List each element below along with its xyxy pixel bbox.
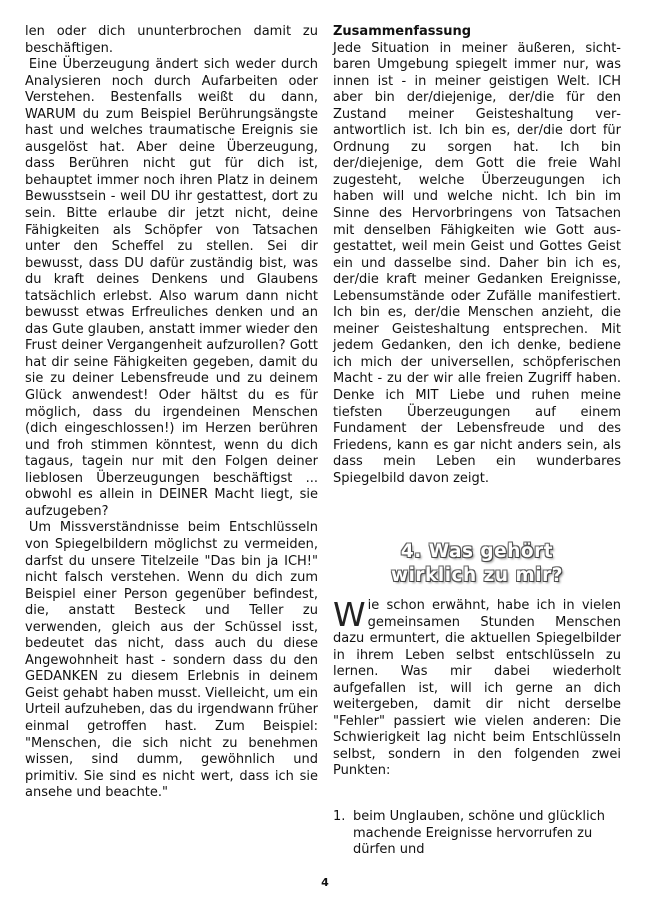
list-item-number: 1. bbox=[333, 809, 346, 824]
summary-label: Zusammenfassung bbox=[333, 24, 472, 39]
paragraph-continuation: len oder dich ununterbrochen damit zu beschäftigen. bbox=[25, 24, 318, 56]
section-intro-text: ie schon erwähnt, habe ich in vielen gemeinsamen Stunden Menschen dazu ermuntert, die aktuellen Spiegelbilder in ihrem Leben selbst entschlüsseln zu lernen. Was mir dabei wiederholt aufgefallen ist, will ich gerne an dich weitergeben, damit dir nicht derselbe "Fehler" passiert wie vielen anderen: Die Schwierigkeit lag nicht beim Entschlüsseln selbst, sondern in den folgenden zwei Punkten: bbox=[333, 598, 621, 779]
section-heading-line2: wirklich zu mir? bbox=[391, 565, 563, 586]
list-item bbox=[333, 809, 621, 859]
paragraph-belief: Eine Überzeugung ändert sich weder durch Analysieren noch durch Aufarbeiten oder Verstehen. Bestenfalls weißt du dann, WARUM du zum Beispiel Berührungsängste hast und welches traumatische Ereignis sie ausgelöst hat. Aber deine Überzeugung, dass Berühren nicht gut für dich ist, behauptet immer noch ihren Platz in deinem Bewusstsein - weil DU ihr gestattest, dort zu sein. Bitte erlaube dir jetzt nicht, deine Fähigkeiten als Schöpfer von Tatsachen unter den Scheffel zu stellen. Sei dir bewusst, dass DU dafür zuständig bist, was du kraft deines Denkens und Glaubens tatsächlich erlebst. Also warum dann nicht bewusst etwas Erfreuliches denken und an das Gute glauben, anstatt immer wieder den Frust deiner Vergangenheit aufzurollen? Gott hat dir seine Fähigkeiten gegeben, damit du sie zu deiner Lebensfreude und zu deinem Glück anwendest! Oder hältst du es für möglich, dass du irgendeinen Menschen (dich eingeschlossen!) im Herzen berühren und froh stimmen könntest, wenn du dich tagaus, tagein nur mit den Folgen deiner lieblosen Überzeugungen beschäftigst ... obwohl es allein in DEINER Macht liegt, sie aufzugeben? bbox=[25, 57, 318, 519]
summary-text: Jede Situation in meiner äußeren, sichtbaren Umgebung spiegelt immer nur, was innen ist - in meiner geistigen Welt. ICH aber bin der/diejenige, der/die für den Zustand meiner Geisteshaltung verantwortlich ist. Ich bin es, der/die dort für Ordnung zu sorgen hat. Ich bin der/diejenige, dem Gott die freie Wahl zugesteht, welche Überzeugungen ich haben will und welche nicht. Ich bin im Sinne des Hervorbringens von Tatsachen mit denselben Fähigkeiten wie Gott ausgestattet, weil mein Geist und Gottes Geist ein und dasselbe sind. Daher bin ich es, der/die kraft meiner Gedanken Ereignisse, Lebensumstände oder Zufälle manifestiert. Ich bin es, der/die Menschen anzieht, die meiner Geisteshaltung entsprechen. Mit jedem Gedanken, den ich denke, bediene ich mich der universellen, schöpferischen Macht - zu der wir alle freien Zugriff haben. Denke ich MIT Liebe und ruhen meine tiefsten Überzeugungen auf einem Fundament der Lebensfreude und des Friedens, kann es gar nicht anders sein, als dass mein Leben ein wunderbares Spiegelbild davon zeigt. bbox=[333, 40, 621, 486]
section-intro-paragraph bbox=[333, 595, 621, 780]
section-intro bbox=[333, 595, 621, 780]
paragraph-misunderstanding: Um Missverständnisse beim Entschlüsseln von Spiegelbildern möglichst zu vermeiden, darfst du unsere Titelzeile "Das bin ja ICH!" nicht falsch verstehen. Wenn du dich zum Beispiel einer Person gegenüber befindest, die, anstatt Besteck und Teller zu verwenden, gleich aus der Schüssel isst, bedeutet das nicht, dass auch du diese Angewohnheit hast - sondern dass du den GEDANKEN zu diesem Erlebnis in deinem Geist gehabt haben musst. Vielleicht, um ein Urteil aufzuheben, das du irgendwann früher einmal getroffen hast. Zum Beispiel: "Menschen, die sich nicht zu benehmen wissen, sind dumm, gewöhnlich und primitiv. Sie sind es nicht wert, dass ich sie ansehe und beachte." bbox=[25, 520, 318, 801]
left-column bbox=[25, 24, 318, 802]
section-heading-line1: 4. Was gehört bbox=[400, 541, 554, 562]
numbered-list bbox=[333, 809, 621, 859]
section-heading bbox=[333, 540, 621, 588]
page-number: 4 bbox=[321, 876, 329, 889]
list-item-text: beim Unglauben, schöne und glücklich machende Ereignisse hervorrufen zu dürfen und bbox=[353, 809, 605, 858]
summary-block bbox=[333, 24, 621, 487]
drop-cap: W bbox=[333, 595, 366, 634]
